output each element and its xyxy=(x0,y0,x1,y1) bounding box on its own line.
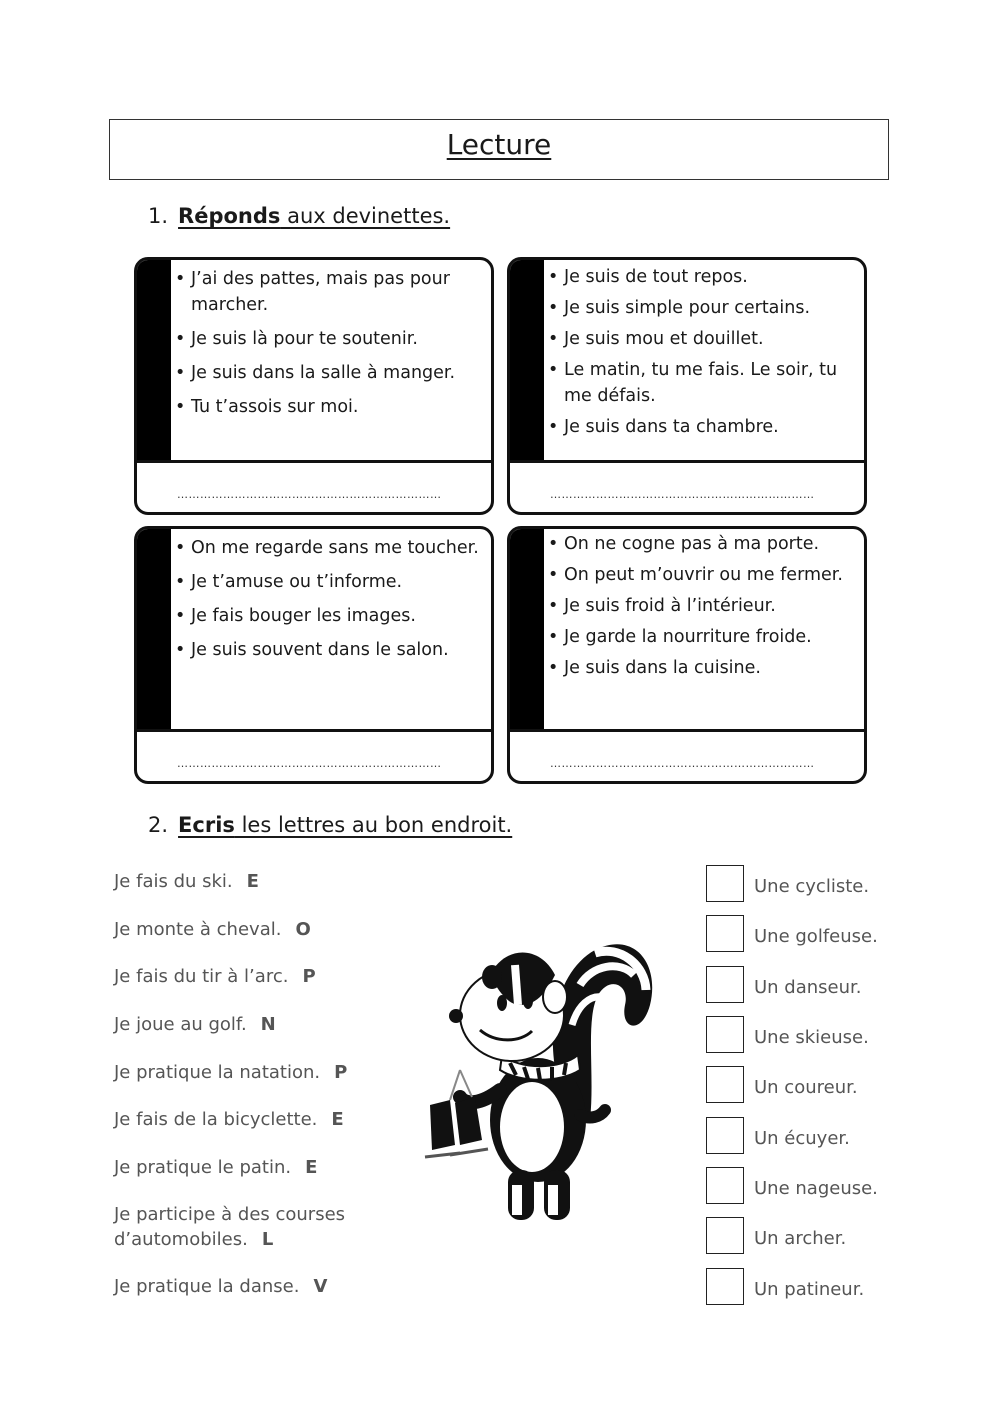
answer-label: Un danseur. xyxy=(754,977,862,998)
section-number: 1. xyxy=(148,204,169,228)
answer-checkbox[interactable] xyxy=(706,1066,744,1103)
sentence-text: Je pratique la danse. xyxy=(114,1276,300,1297)
riddle-clues xyxy=(548,264,860,445)
card-divider xyxy=(510,729,864,732)
section-instruction: les lettres au bon endroit. xyxy=(234,813,513,837)
sentence-letter: E xyxy=(331,1109,344,1130)
clue: • Je suis froid à l’intérieur. xyxy=(548,593,860,619)
sentence-text: Je monte à cheval. xyxy=(114,919,282,940)
card-divider xyxy=(137,729,491,732)
sentence-item xyxy=(114,1274,327,1299)
card-bar xyxy=(137,529,171,729)
clue: • Je garde la nourriture froide. xyxy=(548,624,860,650)
answer-line[interactable]: …………………………………………………………… xyxy=(550,757,815,770)
section-verb: Réponds xyxy=(178,204,281,228)
clue: • Le matin, tu me fais. Le soir, tu me défais. xyxy=(548,357,860,409)
sentence-text: Je participe à des courses d’automobiles. xyxy=(114,1204,346,1250)
clue: • Je fais bouger les images. xyxy=(175,603,487,629)
sentence-letter: E xyxy=(246,871,259,892)
answer-checkbox[interactable] xyxy=(706,1117,744,1154)
riddle-card xyxy=(507,257,867,515)
clue: • On ne cogne pas à ma porte. xyxy=(548,531,860,557)
sentence-item xyxy=(114,1107,344,1132)
sentence-item xyxy=(114,917,311,942)
sentence-text: Je fais du tir à l’arc. xyxy=(114,966,289,987)
answer-checkbox[interactable] xyxy=(706,966,744,1003)
clue: • Je suis mou et douillet. xyxy=(548,326,860,352)
sentence-letter: P xyxy=(302,966,316,987)
answer-label: Un patineur. xyxy=(754,1279,865,1300)
riddle-card xyxy=(507,526,867,784)
card-bar xyxy=(510,260,544,460)
sentence-letter: P xyxy=(334,1062,348,1083)
answer-label: Une golfeuse. xyxy=(754,926,878,947)
sentence-text: Je fais de la bicyclette. xyxy=(114,1109,318,1130)
riddle-card xyxy=(134,526,494,784)
skunk-illustration xyxy=(420,905,660,1225)
answer-checkbox[interactable] xyxy=(706,1217,744,1254)
answer-checkbox[interactable] xyxy=(706,865,744,902)
clue: • On peut m’ouvrir ou me fermer. xyxy=(548,562,860,588)
clue: • Je t’amuse ou t’informe. xyxy=(175,569,487,595)
sentence-item xyxy=(114,964,316,989)
answer-label: Une cycliste. xyxy=(754,876,870,897)
sentence-item xyxy=(114,1155,317,1180)
card-bar xyxy=(137,260,171,460)
answer-checkbox[interactable] xyxy=(706,1268,744,1305)
answer-line[interactable]: …………………………………………………………… xyxy=(177,757,442,770)
sentence-text: Je pratique la natation. xyxy=(114,1062,321,1083)
sentence-text: Je joue au golf. xyxy=(114,1014,247,1035)
clue: • J’ai des pattes, mais pas pour marcher. xyxy=(175,266,487,318)
sentence-text: Je pratique le patin. xyxy=(114,1157,292,1178)
riddle-clues xyxy=(175,535,487,671)
answer-label: Un coureur. xyxy=(754,1077,858,1098)
clue: • Je suis de tout repos. xyxy=(548,264,860,290)
riddle-clues xyxy=(548,531,860,686)
sentence-letter: L xyxy=(261,1229,274,1250)
clue: • Je suis dans la salle à manger. xyxy=(175,360,487,386)
card-divider xyxy=(510,460,864,463)
answer-checkbox[interactable] xyxy=(706,1167,744,1204)
sentence-item xyxy=(114,1012,276,1037)
card-divider xyxy=(137,460,491,463)
answer-label: Une skieuse. xyxy=(754,1027,869,1048)
clue: • Je suis souvent dans le salon. xyxy=(175,637,487,663)
clue: • Je suis dans la cuisine. xyxy=(548,655,860,681)
riddle-clues xyxy=(175,266,487,428)
page-title: Lecture xyxy=(446,128,552,161)
sentence-letter: N xyxy=(260,1014,276,1035)
sentence-text: Je fais du ski. xyxy=(114,871,233,892)
sentence-letter: O xyxy=(295,919,311,940)
section-verb: Ecris xyxy=(178,813,235,837)
clue: • On me regarde sans me toucher. xyxy=(175,535,487,561)
section-instruction: aux devinettes. xyxy=(280,204,451,228)
title-box xyxy=(109,119,889,180)
answer-checkbox[interactable] xyxy=(706,1016,744,1053)
section-1-heading xyxy=(148,204,450,228)
answer-line[interactable]: …………………………………………………………… xyxy=(177,488,442,501)
answer-label: Un archer. xyxy=(754,1228,847,1249)
sentence-letter: E xyxy=(305,1157,318,1178)
answer-label: Un écuyer. xyxy=(754,1128,850,1149)
sentence-letter: V xyxy=(313,1276,328,1297)
clue: • Je suis dans ta chambre. xyxy=(548,414,860,440)
sentence-item xyxy=(114,1060,347,1085)
clue: • Je suis là pour te soutenir. xyxy=(175,326,487,352)
card-bar xyxy=(510,529,544,729)
section-2-heading xyxy=(148,813,512,837)
answer-checkbox[interactable] xyxy=(706,915,744,952)
answer-line[interactable]: …………………………………………………………… xyxy=(550,488,815,501)
riddle-card xyxy=(134,257,494,515)
sentence-item xyxy=(114,1202,384,1252)
sentence-item xyxy=(114,869,259,894)
answer-label: Une nageuse. xyxy=(754,1178,878,1199)
clue: • Je suis simple pour certains. xyxy=(548,295,860,321)
clue: • Tu t’assois sur moi. xyxy=(175,394,487,420)
section-number: 2. xyxy=(148,813,169,837)
